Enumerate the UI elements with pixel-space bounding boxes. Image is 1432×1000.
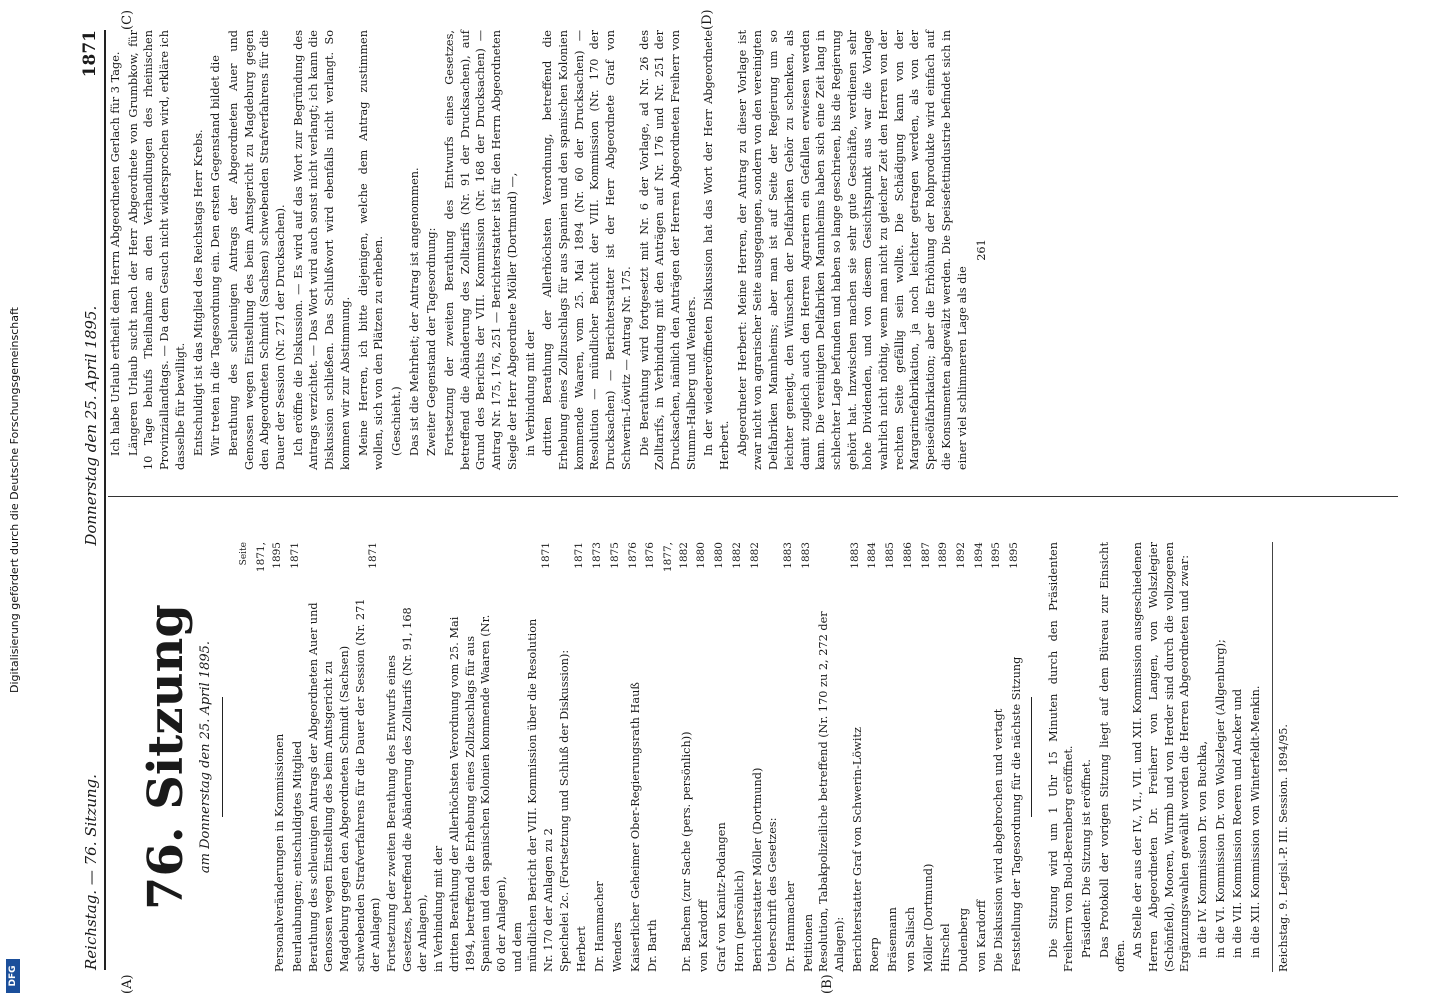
toc-entry bbox=[572, 542, 590, 972]
toc-entry bbox=[748, 542, 766, 972]
toc-entry-text: Petitionen bbox=[801, 913, 815, 972]
toc-entry-text: Horn (persönlich) bbox=[732, 870, 746, 972]
toc-entry bbox=[972, 542, 990, 972]
toc-entry-page: 1877, 1882 bbox=[661, 542, 690, 573]
margin-mark-c: (C) bbox=[120, 9, 135, 30]
toc-entry bbox=[883, 542, 901, 972]
paragraph: Berathung des schleunigen Antrags der Abgeordneten Auer und Genossen wegen Einstellung des beim Amtsgericht zu Magdeburg gegen den Abgeordneten Schmidt (Sachsen) schwebenden Strafverfahrens für die Dauer der Session (Nr. 271 der Drucksachen). bbox=[226, 30, 288, 470]
toc-entry bbox=[306, 542, 385, 972]
toc-entry bbox=[816, 542, 847, 972]
toc-entry bbox=[848, 542, 866, 972]
toc-entry-text: Berichterstatter Graf von Schwerin-Löwitz bbox=[850, 727, 864, 972]
toc-entry bbox=[608, 542, 626, 972]
toc-entry-text: Feststellung der Tagesordnung für die nächste Sitzung bbox=[1010, 656, 1024, 972]
toc-entry-page: 1871 bbox=[540, 542, 553, 569]
paragraph: Meine Herren, ich bitte diejenigen, welche dem Antrag zustimmen wollen, sich von den Plätzen zu erheben. bbox=[356, 30, 386, 470]
toc-rule bbox=[1031, 697, 1032, 817]
header-left: Reichstag. — 76. Sitzung. bbox=[82, 774, 100, 970]
toc-entry bbox=[799, 542, 817, 972]
toc-entry bbox=[954, 542, 972, 972]
paragraph: In der wiedereröffneten Diskussion hat das Wort der Herr Abgeordnete Herbert. bbox=[702, 30, 732, 470]
toc-entry bbox=[765, 542, 781, 972]
paragraph: in die VII. Kommission Roeren und Ancker und bbox=[1231, 688, 1245, 958]
margin-mark-d: (D) bbox=[700, 9, 715, 30]
paragraph: Längeren Urlaub sucht nach der Herr Abgeordnete von Grumbkow, für 10 Tage behufs Theilnahme an den Verhandlungen des rheinischen Provinziallandtags. — Da dem Gesuch nicht widersprochen wird, erkläre ich dasselbe für bewilligt. bbox=[126, 30, 187, 470]
toc-entry-page: 1883 bbox=[781, 542, 794, 569]
toc-label: Seite bbox=[238, 542, 249, 566]
paragraph: in die IV. Kommission Dr. von Buchka, bbox=[1196, 740, 1210, 958]
toc-entry-page: 1894 bbox=[972, 542, 985, 569]
toc-entry bbox=[694, 542, 712, 972]
toc-entry-page: 1886 bbox=[901, 542, 914, 569]
paragraph: Die Berathung wird fortgesetzt mit Nr. 6 der Vorlage, ad Nr. 26 des Zolltarifs, in Verbindung mit den Anträgen auf Nr. 176 und Nr. 251 der Drucksachen, nämlich den Anträgen der Herren Abgeordneten Freiherr von Stumm-Halberg und Wenders. bbox=[637, 30, 698, 470]
left-column bbox=[108, 542, 1292, 972]
paragraph: Fortsetzung der zweiten Berathung des Entwurfs eines Gesetzes, betreffend die Abänderung des Zolltarifs (Nr. 91 der Drucksachen), auf Grund des Berichts der VIII. Kommission (Nr. 168 der Drucksachen) — Antrag Nr. 175, 176, 251 — Berichterstatter ist für den Herrn Abgeordneten Siegle der Herr Abgeordnete Möller (Dortmund) —, bbox=[443, 30, 519, 470]
toc-entry-page: 1882 bbox=[748, 542, 761, 569]
toc-entry-text: in Verbindung mit der bbox=[432, 845, 446, 972]
toc-entry-text: Roerp bbox=[868, 937, 882, 972]
toc-entry-page: 1885 bbox=[884, 542, 897, 569]
session-subtitle: am Donnerstag den 25. April 1895. bbox=[198, 640, 213, 874]
dfg-logo: DFG bbox=[6, 959, 20, 993]
toc-entry-text: Hirschel bbox=[939, 923, 953, 972]
toc-entry-text: Beurlaubungen; entschuldigtes Mitglied bbox=[290, 740, 304, 972]
toc-entry-page: 1871 bbox=[573, 542, 586, 569]
toc-entry-page: 1880 bbox=[713, 542, 726, 569]
toc-entry bbox=[254, 542, 287, 972]
toc-entry-page: 1876 bbox=[644, 542, 657, 569]
paragraph: dritten Berathung der Allerhöchsten Verordnung, betreffend die Erhebung eines Zollzuschlags für aus Spanien und den spanischen Kolonien kommende Waaren, vom 25. Mai 1894 (Nr. 60 der Drucksachen) — Resolution — mündlicher Bericht der VIII. Kommission (Nr. 170 der Drucksachen) — Berichterstatter ist der Herr Abgeordnete Graf von Schwerin-Löwitz — Antrag Nr. 175. bbox=[541, 30, 633, 470]
title-rule bbox=[222, 697, 223, 817]
paragraph: Entschuldigt ist das Mitglied des Reichstags Herr Krebs. bbox=[191, 129, 205, 456]
opening-section bbox=[1046, 542, 1264, 972]
toc-entry-text: Die Diskussion wird abgebrochen und vertagt bbox=[992, 708, 1006, 972]
digitization-note: Digitalisierung gefördert durch die Deutsche Forschungsgemeinschaft bbox=[8, 307, 21, 693]
paragraph: (Geschieht.) bbox=[389, 386, 403, 456]
toc-entry-page: 1880 bbox=[695, 542, 708, 569]
toc-entry-text: Graf von Kanitz-Podangen bbox=[715, 822, 729, 972]
toc-entry-text: Herbert bbox=[575, 926, 589, 972]
toc-entry bbox=[288, 542, 306, 972]
toc-entry-text: Kaiserlicher Geheimer Ober-Regierungsrath Hauß bbox=[628, 682, 642, 972]
toc-entry bbox=[431, 542, 447, 972]
toc-entry-page: 1892 bbox=[954, 542, 967, 569]
toc-entry bbox=[781, 542, 799, 972]
toc-entry-page: 1871, 1895 bbox=[255, 542, 284, 573]
paragraph: in Verbindung mit der bbox=[523, 329, 537, 456]
paragraph: Das Protokoll der vorigen Sitzung liegt auf dem Büreau zur Einsicht offen. bbox=[1097, 542, 1127, 972]
toc-entry-text: Dr. Hammacher bbox=[593, 881, 607, 972]
paragraph: in die XII. Kommission von Winterfeldt-Menkin. bbox=[1249, 685, 1263, 958]
toc-entry-text: Berathung des schleunigen Antrags der Abgeordneten Auer und Genossen wegen Einstellung des beim Amtsgericht zu Magdeburg gegen den Abgeordneten Schmidt (Sachsen) schwebenden Strafverfahrens für die Dauer der Session (Nr. 271 der Anlagen) bbox=[306, 598, 383, 972]
toc-entry-text: Dr. Barth bbox=[646, 919, 660, 972]
toc-entry-text: Berichterstatter Möller (Dortmund) bbox=[750, 767, 764, 972]
toc-entry bbox=[1007, 542, 1025, 972]
toc-entry-page: 1871 bbox=[367, 542, 380, 569]
toc-entry bbox=[525, 542, 556, 972]
toc-entry-page: 1875 bbox=[608, 542, 621, 569]
toc-entry bbox=[643, 542, 661, 972]
toc-entry-page: 1883 bbox=[799, 542, 812, 569]
toc-entry-text: Speichelei 2c. (Fortsetzung und Schluß der Diskussion): bbox=[557, 649, 571, 972]
toc-entry-text: Fortsetzung der zweiten Berathung des Entwurfs eines Gesetzes, betreffend die Abänderung des Zolltarifs (Nr. 91, 168 der Anlagen), bbox=[385, 607, 430, 972]
paragraph: An Stelle der aus der IV., VI., VII. und XII. Kommission ausgeschiedenen Herren Abgeordneten Dr. Freiherr von Langen, von Wolszlegier (Schönfeld), Mooren, Wurmb und von Herder sind durch die vollzogenen Ergänzungswahlen gewählt worden die Herren Abgeordneten und zwar: bbox=[1131, 542, 1192, 972]
toc-entry-text: Personalveränderungen in Kommissionen bbox=[273, 733, 287, 972]
toc-entry bbox=[919, 542, 937, 972]
toc-entry-text: mündlichen Bericht der VIII. Kommission über die Resolution Nr. 170 der Anlagen zu 2 bbox=[526, 618, 556, 972]
paragraph: Wir treten in die Tagesordnung ein. Den ersten Gegenstand bildet die bbox=[209, 55, 223, 456]
toc-entry bbox=[865, 542, 883, 972]
table-of-contents bbox=[254, 542, 1024, 972]
toc-entry-text: Dr. Bachem (zur Sache (pers. persönlich)) bbox=[679, 731, 693, 972]
toc-entry-text: und dem bbox=[510, 921, 524, 972]
toc-entry-text: Resolution, Tabakpolizeiliche betreffend (Nr. 170 zu 2, 272 der Anlagen): bbox=[817, 611, 847, 972]
toc-entry bbox=[447, 542, 510, 972]
toc-entry-text: Wenders bbox=[610, 922, 624, 972]
header-date: Donnerstag den 25. April 1895. bbox=[82, 305, 100, 546]
toc-entry-page: 1871 bbox=[288, 542, 301, 569]
toc-entry bbox=[626, 542, 644, 972]
toc-entry bbox=[712, 542, 730, 972]
page-number: 1871 bbox=[80, 30, 100, 78]
toc-entry-page: 1884 bbox=[866, 542, 879, 569]
toc-entry-page: 1883 bbox=[848, 542, 861, 569]
toc-entry-text: von Kardorff bbox=[697, 899, 711, 972]
paragraph: Das ist die Mehrheit; der Antrag ist angenommen. bbox=[407, 167, 421, 456]
toc-entry bbox=[384, 542, 431, 972]
toc-entry-page: 1895 bbox=[1008, 542, 1021, 569]
toc-entry-page: 1876 bbox=[626, 542, 639, 569]
paragraph: Die Sitzung wird um 1 Uhr 15 Minuten durch den Präsidenten Freiherrn von Buol-Berenberg eröffnet. bbox=[1046, 542, 1076, 972]
toc-entry bbox=[661, 542, 694, 972]
toc-entry-text: Dudenberg bbox=[956, 907, 970, 972]
toc-entry-page: 1887 bbox=[919, 542, 932, 569]
footer-note: Reichstag. 9. Legisl.-P. III. Session. 1894/95. bbox=[1272, 542, 1292, 972]
toc-entry bbox=[590, 542, 608, 972]
toc-entry bbox=[989, 542, 1007, 972]
toc-entry-page: 1882 bbox=[730, 542, 743, 569]
toc-entry bbox=[510, 542, 526, 972]
paragraph: in die VI. Kommission Dr. von Wolszlegier (Allgenburg); bbox=[1213, 639, 1227, 958]
toc-entry-text: Möller (Dortmund) bbox=[921, 863, 935, 972]
toc-entry bbox=[730, 542, 748, 972]
toc-entry-page: 1873 bbox=[591, 542, 604, 569]
toc-entry-text: von Salisch bbox=[903, 906, 917, 972]
toc-entry-text: Ueberschrift des Gesetzes: bbox=[766, 817, 780, 972]
margin-mark-a: (A) bbox=[120, 974, 135, 994]
footnote-number: 261 bbox=[975, 239, 989, 261]
paragraph: Ich habe Urlaub ertheilt dem Herrn Abgeordneten Gerlach für 3 Tage. bbox=[109, 51, 122, 456]
column-divider bbox=[108, 496, 1398, 497]
toc-entry-text: von Kardorff bbox=[974, 899, 988, 972]
toc-entry-text: dritten Berathung der Allerhöchsten Verordnung vom 25. Mai 1894, betreffend die Erhebung eines Zollzuschlags für aus Spanien und den spanischen Kolonien kommende Waaren (Nr. 60 der Anlagen), bbox=[447, 614, 508, 972]
page-header bbox=[70, 30, 106, 970]
right-column-text bbox=[108, 30, 970, 470]
right-column bbox=[108, 30, 990, 470]
paragraph: Präsident: Die Sitzung ist eröffnet. bbox=[1080, 759, 1094, 958]
margin-mark-b: (B) bbox=[820, 974, 835, 994]
toc-entry bbox=[557, 542, 573, 972]
toc-entry bbox=[901, 542, 919, 972]
paragraph: Ich eröffne die Diskussion. — Es wird auf das Wort zur Begründung des Antrags verzichtet. — Das Wort wird auch sonst nicht verlangt; ich kann die Diskussion schließen. Das Schlußwort wird ebenfalls nicht verlangt. So kommen wir zur Abstimmung. bbox=[291, 30, 352, 470]
toc-entry-page: 1895 bbox=[990, 542, 1003, 569]
toc-entry-text: Bräsemann bbox=[886, 907, 900, 972]
paragraph: Abgeordneter Herbert: Meine Herren, der Antrag zu dieser Vorlage ist zwar nicht von agrarischer Seite ausgegangen, sondern von den vereinigten Delfabriken Mannheims; aber man ist auf Seite der Regierung um so leichter geneigt, den Wünschen der Delfabriken Gehör zu schenken, als damit zugleich auch den Herren Agrariern ein Gefallen erwiesen werden kann. Die vereinigten Delfabriken Mannheims haben sich eine Zeit lang in schlechter Lage befunden und haben so lange geschrieen, bis die Regierung gehört hat. Inzwischen machen sie sehr gute Geschäfte, verdienen sehr hohe Dividenden, und von diesem Gesichtspunkt aus war die Vorlage wahrlich nicht nöthig, wenn man nicht zu gleicher Zeit den Herren von der rechten Seite gefällig sein wollte. Die Schädigung kann von der Margarinefabrikation, ja noch leichter getragen werden, als von der Speiseölfabrikation; aber die Erhöhung der Rohprodukte wird einfach auf die Konsumenten abgewälzt werden. Die Speisefettindustrie befindet sich in einer viel schlimmeren Lage als die bbox=[735, 30, 969, 470]
toc-entry-text: Dr. Hammacher bbox=[783, 881, 797, 972]
toc-entry-page: 1889 bbox=[937, 542, 950, 569]
session-title: 76. Sitzung bbox=[138, 604, 194, 910]
paragraph: Zweiter Gegenstand der Tagesordnung: bbox=[425, 227, 439, 456]
toc-entry bbox=[936, 542, 954, 972]
